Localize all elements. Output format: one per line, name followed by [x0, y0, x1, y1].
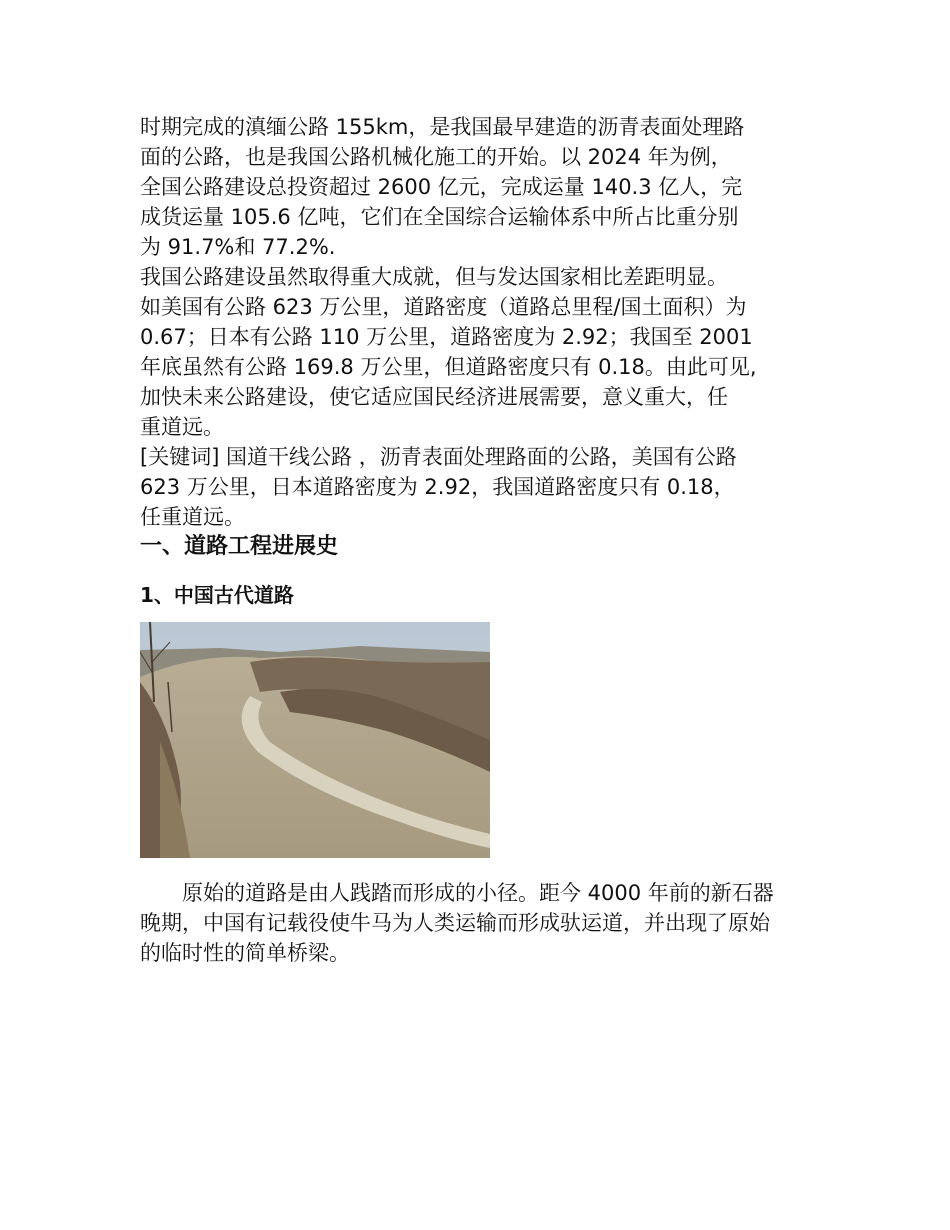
paragraph-road-density-comparison: 我国公路建设虽然取得重大成就，但与发达国家相比差距明显。 如美国有公路 623 万公里，道路密度（道路总里程/国土面积）为 0.67；日本有公路 110 万公里，道路密度为 2.92；我国至 2001 年底虽然有公路 169.8 万公里，但道路密度只有 0.18。由此可见, 加快未来公路建设，使它适应国民经济进展需要，意义重大，任 重道远。	[140, 265, 757, 439]
paragraph-primitive-roads: 原始的道路是由人践踏而形成的小径。距今 4000 年前的新石器 晚期，中国有记载役使牛马为人类运输而形成驮运道，并出现了原始 的临时性的简单桥梁。	[140, 881, 774, 965]
paragraph-keywords: [关键词] 国道干线公路 ，沥青表面处理路面的公路，美国有公路 623 万公里，日本道路密度为 2.92，我国道路密度只有 0.18， 任重道远。	[140, 445, 737, 529]
ancient-road-photo	[140, 622, 490, 858]
section-heading: 一、道路工程进展史	[140, 534, 339, 559]
subsection-heading: 1、中国古代道路	[140, 583, 294, 607]
document-page	[140, 112, 830, 968]
paragraph-road-history-stats: 时期完成的滇缅公路 155km，是我国最早建造的沥青表面处理路 面的公路，也是我国公路机械化施工的开始。以 2024 年为例， 全国公路建设总投资超过 2600 亿元，完成运量 140.3 亿人，完 成货运量 105.6 亿吨，它们在全国综合运输体系中所占比重分别 为 91.7%和 77.2%.	[140, 115, 745, 259]
